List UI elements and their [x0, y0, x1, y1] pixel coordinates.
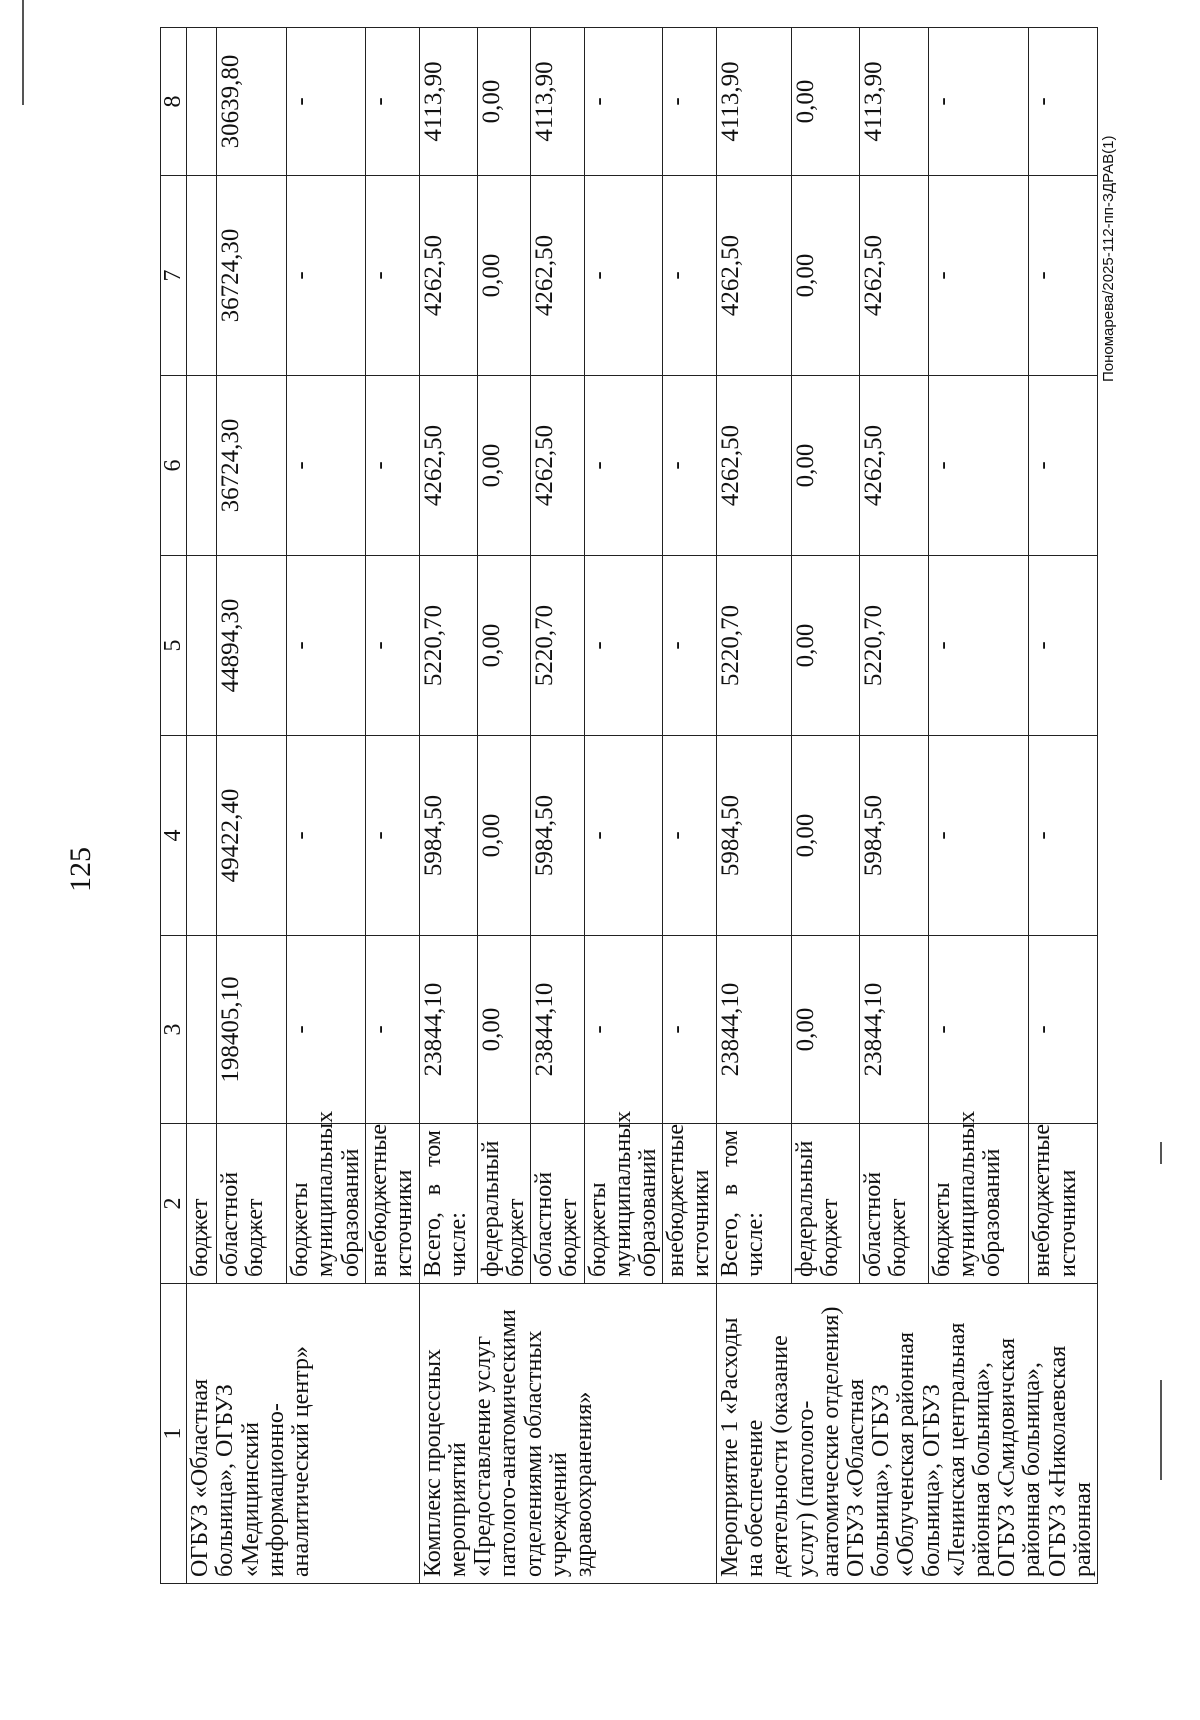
amount-cell: -: [584, 28, 663, 176]
amount-cell: -: [1029, 556, 1098, 736]
amount-cell: 0,00: [791, 176, 860, 376]
amount-cell: [187, 736, 217, 936]
funding-source-word: числе:: [742, 1212, 769, 1277]
funding-source-word: Всего,: [717, 1212, 744, 1277]
amount-cell: -: [365, 28, 419, 176]
table-row: [717, 28, 791, 1584]
amount-cell: -: [365, 936, 419, 1124]
funding-source: [477, 1124, 530, 1284]
amount-cell: 4262,50: [860, 376, 929, 556]
scan-mark-bottom-1: [1160, 1380, 1162, 1480]
funding-source-label: областной бюджет: [860, 1171, 912, 1277]
funding-source-total: [421, 1130, 446, 1277]
amount-cell: -: [584, 376, 663, 556]
page-number: 125: [64, 847, 97, 892]
funding-source: [860, 1124, 929, 1284]
funding-source-label: областной бюджет: [217, 1171, 269, 1277]
funding-source: [365, 1124, 419, 1284]
amount-cell: 0,00: [477, 176, 530, 376]
funding-source-label: бюджеты муниципальных образований: [584, 1110, 661, 1277]
amount-cell: [187, 176, 217, 376]
amount-cell: 4262,50: [860, 176, 929, 376]
amount-cell: 4262,50: [531, 376, 584, 556]
amount-cell: [187, 556, 217, 736]
amount-cell: 0,00: [477, 936, 530, 1124]
funding-source-word: том: [419, 1130, 446, 1167]
amount-cell: 5984,50: [860, 736, 929, 936]
funding-source: [287, 1110, 366, 1284]
row-description: ОГБУЗ «Областная больница», ОГБУЗ «Медицинский информационно-аналитический центр»: [187, 1284, 420, 1584]
amount-cell: -: [1029, 736, 1098, 936]
amount-cell: 4262,50: [419, 376, 477, 556]
amount-cell: -: [663, 556, 717, 736]
amount-cell: 30639,80: [217, 28, 287, 176]
funding-source: [717, 1124, 791, 1284]
amount-cell: -: [287, 176, 366, 376]
funding-source-label: бюджеты муниципальных образований: [287, 1110, 364, 1277]
column-number: 2: [161, 1124, 187, 1284]
column-number: 4: [161, 736, 187, 936]
column-number: 1: [161, 1284, 187, 1584]
amount-cell: 0,00: [791, 936, 860, 1124]
amount-cell: 5984,50: [531, 736, 584, 936]
amount-cell: 0,00: [477, 736, 530, 936]
document-footer: Пономарева/2025-112-пп-ЗДРАВ(1): [1100, 135, 1117, 382]
amount-cell: -: [365, 376, 419, 556]
amount-cell: -: [287, 736, 366, 936]
amount-cell: 44894,30: [217, 556, 287, 736]
amount-cell: 5220,70: [717, 556, 791, 736]
funding-source-word: в: [717, 1183, 744, 1196]
scan-mark-top: [22, 0, 24, 105]
amount-cell: -: [928, 556, 1029, 736]
amount-cell: 4262,50: [717, 176, 791, 376]
funding-source: [217, 1124, 287, 1284]
amount-cell: -: [1029, 936, 1098, 1124]
funding-source: [187, 1124, 217, 1284]
amount-cell: [187, 936, 217, 1124]
amount-cell: 0,00: [477, 376, 530, 556]
funding-source: [584, 1110, 663, 1284]
column-number: 7: [161, 176, 187, 376]
scan-mark-bottom-2: [1160, 1142, 1162, 1164]
amount-cell: -: [1029, 28, 1098, 176]
amount-cell: 4113,90: [419, 28, 477, 176]
amount-cell: [187, 376, 217, 556]
amount-cell: 5984,50: [717, 736, 791, 936]
amount-cell: 4113,90: [860, 28, 929, 176]
amount-cell: 23844,10: [860, 936, 929, 1124]
amount-cell: -: [584, 936, 663, 1124]
amount-cell: -: [287, 376, 366, 556]
amount-cell: -: [287, 936, 366, 1124]
amount-cell: -: [584, 736, 663, 936]
column-number: 5: [161, 556, 187, 736]
funding-source: [531, 1124, 584, 1284]
amount-cell: -: [928, 376, 1029, 556]
funding-source: [1029, 1124, 1098, 1284]
amount-cell: -: [663, 376, 717, 556]
amount-cell: -: [365, 736, 419, 936]
column-number: 3: [161, 936, 187, 1124]
funding-source: [928, 1110, 1029, 1284]
budget-table: [160, 27, 1098, 1584]
amount-cell: -: [365, 556, 419, 736]
amount-cell: -: [663, 736, 717, 936]
amount-cell: -: [928, 736, 1029, 936]
amount-cell: -: [584, 556, 663, 736]
amount-cell: 5984,50: [419, 736, 477, 936]
header-row: [161, 28, 187, 1584]
funding-source-label: бюджет: [187, 1198, 214, 1277]
amount-cell: -: [365, 176, 419, 376]
amount-cell: -: [928, 936, 1029, 1124]
funding-source-label: областной бюджет: [531, 1171, 583, 1277]
amount-cell: -: [287, 28, 366, 176]
amount-cell: 23844,10: [717, 936, 791, 1124]
funding-source: [791, 1124, 860, 1284]
amount-cell: 36724,30: [217, 176, 287, 376]
row-description: Мероприятие 1 «Расходы на обеспечение деятельности (оказание услуг) (патолого-анатомические отделения) ОГБУЗ «Областная больница», ОГБУЗ «Облученская районная больница», ОГБУЗ «Ленинская центральная районная больница», ОГБУЗ «Смидовичская районная больница», ОГБУЗ «Николаевская районная: [717, 1284, 1098, 1584]
funding-source-label: внебюджетные источники: [365, 1124, 417, 1277]
amount-cell: 4262,50: [717, 376, 791, 556]
amount-cell: 5220,70: [531, 556, 584, 736]
funding-source: [419, 1124, 477, 1284]
funding-source-label: федеральный бюджет: [791, 1140, 843, 1277]
amount-cell: 36724,30: [217, 376, 287, 556]
row-description: Комплекс процессных мероприятий «Предоставление услуг патолого-анатомическими отделениями областных учреждений здравоохранения»: [419, 1284, 716, 1584]
amount-cell: 198405,10: [217, 936, 287, 1124]
amount-cell: 0,00: [791, 556, 860, 736]
funding-source-label: внебюджетные источники: [1029, 1124, 1081, 1277]
amount-cell: 49422,40: [217, 736, 287, 936]
column-number: 6: [161, 376, 187, 556]
amount-cell: 5220,70: [419, 556, 477, 736]
amount-cell: -: [287, 556, 366, 736]
amount-cell: 0,00: [791, 736, 860, 936]
amount-cell: 4262,50: [531, 176, 584, 376]
funding-source-word: том: [717, 1130, 744, 1167]
amount-cell: -: [663, 936, 717, 1124]
funding-source-label: федеральный бюджет: [477, 1140, 529, 1277]
funding-source-word: числе:: [444, 1212, 471, 1277]
amount-cell: 0,00: [791, 376, 860, 556]
amount-cell: 4113,90: [717, 28, 791, 176]
funding-source-label: бюджеты муниципальных образований: [928, 1110, 1005, 1277]
amount-cell: -: [663, 28, 717, 176]
funding-source-word: Всего,: [419, 1212, 446, 1277]
column-number: 8: [161, 28, 187, 176]
amount-cell: -: [1029, 376, 1098, 556]
amount-cell: 4113,90: [531, 28, 584, 176]
amount-cell: -: [1029, 176, 1098, 376]
funding-source-total: [718, 1130, 743, 1277]
amount-cell: 0,00: [477, 28, 530, 176]
amount-cell: 5220,70: [860, 556, 929, 736]
amount-cell: -: [928, 176, 1029, 376]
amount-cell: 4262,50: [419, 176, 477, 376]
amount-cell: 0,00: [791, 28, 860, 176]
amount-cell: -: [928, 28, 1029, 176]
amount-cell: -: [584, 176, 663, 376]
amount-cell: 23844,10: [419, 936, 477, 1124]
table-row: [419, 28, 477, 1584]
amount-cell: -: [663, 176, 717, 376]
amount-cell: 0,00: [477, 556, 530, 736]
amount-cell: 23844,10: [531, 936, 584, 1124]
funding-source: [663, 1124, 717, 1284]
amount-cell: [187, 28, 217, 176]
funding-source-word: в: [419, 1183, 446, 1196]
table-row: [187, 28, 217, 1584]
funding-source-label: внебюджетные источники: [663, 1124, 715, 1277]
